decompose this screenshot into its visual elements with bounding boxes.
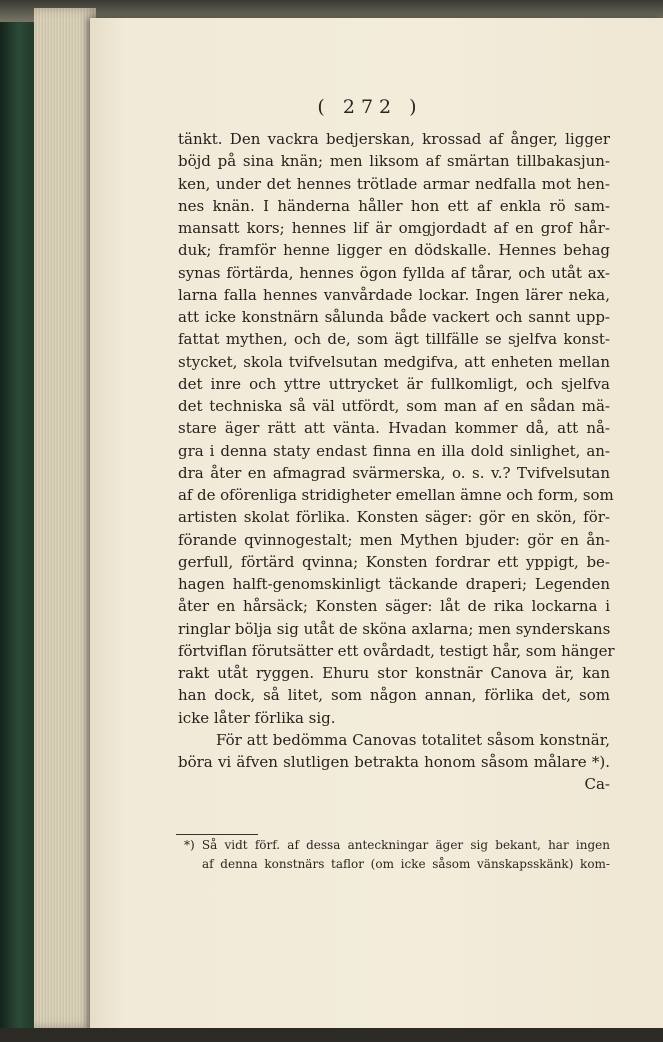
text-line: ken, under det hennes trötlade armar nedfalla mot hen- [178,174,610,193]
text-line: åter en hårsäck; Konsten säger: låt de rika lockarna i [178,597,610,616]
text-line: att icke konstnärn sålunda både vackert och sannt upp- [178,308,610,326]
page-number: ( 272 ) [317,96,423,118]
text-line: tänkt. Den vackra bedjerskan, krossad af ånger, ligger [178,130,610,148]
text-line: nes knän. I händerna håller hon ett af enkla rö sam- [178,196,610,215]
text-line: han dock, så litet, som någon annan, förlika det, som [178,686,610,705]
text-line: mansatt kors; hennes lif är omgjordadt af en grof hår- [178,219,610,237]
text-line: synas förtärda, hennes ögon fyllda af tårar, och utåt ax- [178,263,610,282]
text-line: förtviflan förutsätter ett ovårdadt, testigt hår, som hänger [178,641,615,660]
text-line: stycket, skola tvifvelsutan medgifva, att enheten mellan [178,352,610,371]
page-edges [34,8,96,1028]
text-line: fattat mythen, och de, som ägt tillfälle se sjelfva konst- [178,330,610,349]
text-line: det inre och yttre uttrycket är fullkomligt, och sjelfva [178,374,610,393]
catchword: Ca- [584,775,610,794]
text-line: böra vi äfven slutligen betrakta honom såsom målare *). [178,753,610,771]
footnote [184,836,610,874]
text-line: böjd på sina knän; men liksom af smärtan tillbakasjun- [178,152,610,171]
footnote-rule [176,834,258,835]
text-line: dra åter en afmagrad svärmerska, o. s. v.? Tvifvelsutan [178,463,610,482]
bottom-edge-shadow [0,1028,663,1042]
text-line: icke låter förlika sig. [178,708,336,727]
book-cover-spine [0,0,34,1042]
text-line: För att bedömma Canovas totalitet såsom konstnär, [216,730,610,749]
text-line: det techniska så väl utfördt, som man af en sådan mä- [178,397,610,415]
text-line: artisten skolat förlika. Konsten säger: gör en skön, för- [178,508,610,527]
text-line: gerfull, förtärd qvinna; Konsten fordrar ett yppigt, be- [178,552,610,571]
text-line: rakt utåt ryggen. Ehuru stor konstnär Canova är, kan [178,664,610,682]
text-line: stare äger rätt att vänta. Hvadan kommer då, att nå- [178,419,610,438]
body-text [178,128,615,796]
footnote-line: *) Så vidt förf. af dessa anteckningar äger sig bekant, har ingen [184,838,610,852]
text-line: ringlar bölja sig utåt de sköna axlarna; men synderskans [178,619,611,638]
footnote-line: af denna konstnärs taflor (om icke såsom vänskapsskänk) kom- [202,857,610,871]
text-line: af de oförenliga stridigheter emellan ämne och form, som [178,486,614,504]
text-line: gra i denna staty endast finna en illa dold sinlighet, an- [178,441,610,460]
text-line: duk; framför henne ligger en dödskalle. Hennes behag [178,241,610,260]
text-line: förande qvinnogestalt; men Mythen bjuder: gör en ån- [178,530,610,549]
text-line: hagen halft-genomskinligt täckande draperi; Legenden [178,575,610,593]
text-line: larna falla hennes vanvårdade lockar. Ingen lärer neka, [178,285,610,304]
